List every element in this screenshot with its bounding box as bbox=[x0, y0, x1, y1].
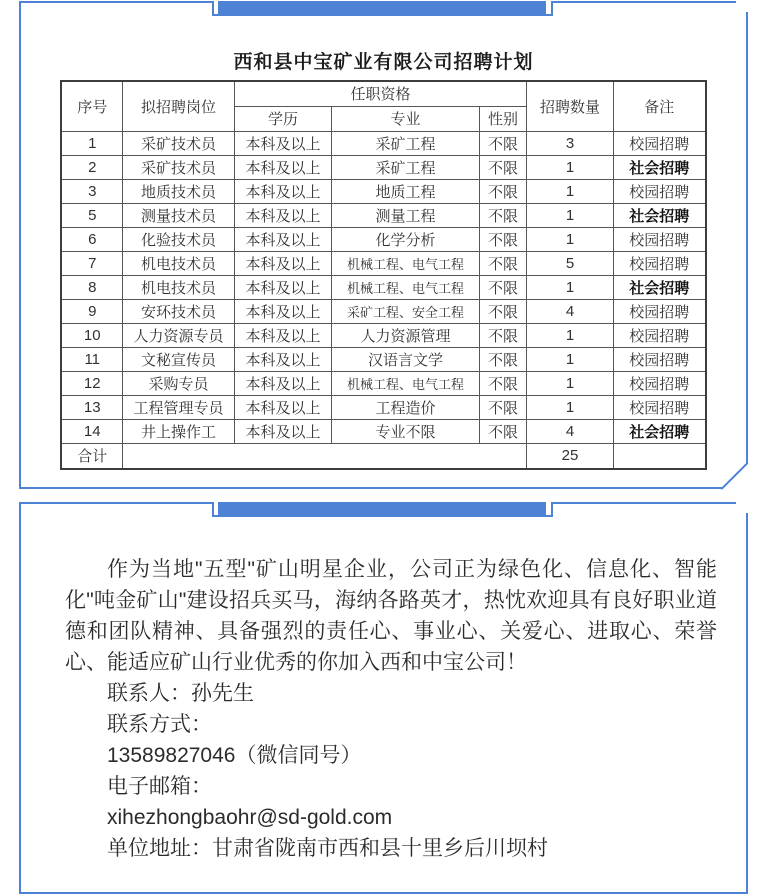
cell-no: 2 bbox=[61, 155, 122, 179]
cell-education: 本科及以上 bbox=[234, 251, 331, 275]
cell-remark: 校园招聘 bbox=[614, 227, 706, 251]
cell-count: 4 bbox=[527, 299, 614, 323]
cell-gender: 不限 bbox=[479, 323, 526, 347]
table-row bbox=[61, 347, 705, 371]
contact-line: 电子邮箱： bbox=[107, 775, 212, 798]
cell-major: 汉语言文学 bbox=[331, 347, 479, 371]
table-row bbox=[61, 299, 705, 323]
cell-count: 1 bbox=[527, 203, 614, 227]
cell-no: 13 bbox=[61, 395, 122, 419]
cell-major: 地质工程 bbox=[331, 179, 479, 203]
table-row bbox=[61, 203, 705, 227]
recruitment-plan-card bbox=[19, 1, 748, 489]
cell-remark: 校园招聘 bbox=[614, 395, 706, 419]
cell-education: 本科及以上 bbox=[234, 419, 331, 443]
cell-gender: 不限 bbox=[479, 203, 526, 227]
table-row bbox=[61, 251, 705, 275]
recruitment-table bbox=[60, 80, 706, 470]
company-pitch-card bbox=[19, 502, 748, 894]
cell-count: 5 bbox=[527, 251, 614, 275]
column-header-count: 招聘数量 bbox=[527, 81, 614, 131]
cell-post: 安环技术员 bbox=[122, 299, 234, 323]
cell-remark: 校园招聘 bbox=[614, 299, 706, 323]
cell-gender: 不限 bbox=[479, 275, 526, 299]
cell-post: 采购专员 bbox=[122, 371, 234, 395]
column-header-remark: 备注 bbox=[614, 81, 706, 131]
total-count-cell: 25 bbox=[527, 443, 614, 469]
cell-major: 机械工程、电气工程 bbox=[331, 275, 479, 299]
total-empty-span-cell bbox=[122, 443, 526, 469]
table-row bbox=[61, 131, 705, 155]
cell-count: 1 bbox=[527, 155, 614, 179]
contact-line: xihezhongbaohr@sd-gold.com bbox=[107, 806, 393, 829]
contact-line: 联系方式： bbox=[107, 713, 212, 736]
cell-post: 采矿技术员 bbox=[122, 155, 234, 179]
cell-remark: 社会招聘 bbox=[614, 155, 706, 179]
table-row bbox=[61, 179, 705, 203]
cell-no: 14 bbox=[61, 419, 122, 443]
cell-no: 12 bbox=[61, 371, 122, 395]
table-row bbox=[61, 323, 705, 347]
cell-post: 工程管理专员 bbox=[122, 395, 234, 419]
cell-remark: 社会招聘 bbox=[614, 275, 706, 299]
cell-gender: 不限 bbox=[479, 395, 526, 419]
contact-line: 单位地址：甘肃省陇南市西和县十里乡后川坝村 bbox=[107, 837, 548, 860]
cell-gender: 不限 bbox=[479, 371, 526, 395]
cell-education: 本科及以上 bbox=[234, 179, 331, 203]
cell-count: 3 bbox=[527, 131, 614, 155]
cell-post: 人力资源专员 bbox=[122, 323, 234, 347]
cell-count: 1 bbox=[527, 395, 614, 419]
cell-remark: 社会招聘 bbox=[614, 419, 706, 443]
cell-post: 化验技术员 bbox=[122, 227, 234, 251]
cell-count: 1 bbox=[527, 227, 614, 251]
column-header-qualifications: 任职资格 bbox=[234, 81, 526, 106]
cell-count: 1 bbox=[527, 179, 614, 203]
cell-no: 11 bbox=[61, 347, 122, 371]
cell-gender: 不限 bbox=[479, 155, 526, 179]
contact-block bbox=[21, 678, 746, 864]
cell-education: 本科及以上 bbox=[234, 227, 331, 251]
cell-education: 本科及以上 bbox=[234, 395, 331, 419]
column-header-education: 学历 bbox=[234, 106, 331, 131]
table-total-row bbox=[61, 443, 705, 469]
column-header-no: 序号 bbox=[61, 81, 122, 131]
top-tab-notch bbox=[212, 1, 553, 16]
cell-gender: 不限 bbox=[479, 227, 526, 251]
cell-remark: 社会招聘 bbox=[614, 203, 706, 227]
cell-post: 机电技术员 bbox=[122, 275, 234, 299]
cell-no: 7 bbox=[61, 251, 122, 275]
cell-major: 机械工程、电气工程 bbox=[331, 251, 479, 275]
cell-gender: 不限 bbox=[479, 179, 526, 203]
bottom-right-chamfer-line bbox=[721, 462, 749, 490]
total-remark-cell bbox=[614, 443, 706, 469]
total-label-cell: 合计 bbox=[61, 443, 122, 469]
cell-major: 机械工程、电气工程 bbox=[331, 371, 479, 395]
table-row bbox=[61, 227, 705, 251]
contact-line: 联系人：孙先生 bbox=[107, 682, 254, 705]
cell-major: 采矿工程、安全工程 bbox=[331, 299, 479, 323]
cell-education: 本科及以上 bbox=[234, 299, 331, 323]
cell-education: 本科及以上 bbox=[234, 347, 331, 371]
cell-remark: 校园招聘 bbox=[614, 347, 706, 371]
bottom-right-corner-patch bbox=[722, 463, 748, 489]
cell-post: 机电技术员 bbox=[122, 251, 234, 275]
table-row bbox=[61, 155, 705, 179]
cell-major: 人力资源管理 bbox=[331, 323, 479, 347]
table-body bbox=[61, 131, 705, 443]
cell-gender: 不限 bbox=[479, 251, 526, 275]
cell-education: 本科及以上 bbox=[234, 323, 331, 347]
cell-no: 1 bbox=[61, 131, 122, 155]
cell-post: 地质技术员 bbox=[122, 179, 234, 203]
cell-post: 采矿技术员 bbox=[122, 131, 234, 155]
cell-major: 采矿工程 bbox=[331, 155, 479, 179]
cell-gender: 不限 bbox=[479, 131, 526, 155]
cell-post: 文秘宣传员 bbox=[122, 347, 234, 371]
cell-remark: 校园招聘 bbox=[614, 371, 706, 395]
cell-count: 1 bbox=[527, 275, 614, 299]
cell-no: 3 bbox=[61, 179, 122, 203]
cell-count: 1 bbox=[527, 371, 614, 395]
cell-gender: 不限 bbox=[479, 299, 526, 323]
table-row bbox=[61, 395, 705, 419]
column-header-major: 专业 bbox=[331, 106, 479, 131]
cell-post: 测量技术员 bbox=[122, 203, 234, 227]
column-header-gender: 性别 bbox=[479, 106, 526, 131]
cell-no: 9 bbox=[61, 299, 122, 323]
cell-no: 6 bbox=[61, 227, 122, 251]
cell-major: 测量工程 bbox=[331, 203, 479, 227]
pitch-paragraph: 作为当地"五型"矿山明星企业，公司正为绿色化、信息化、智能化"吨金矿山"建设招兵买马，海纳各路英才，热忱欢迎具有良好职业道德和团队精神、具备强烈的责任心、事业心、关爱心、进取心、荣誉心、能适应矿山行业优秀的你加入西和中宝公司！ bbox=[65, 558, 717, 674]
table-row bbox=[61, 371, 705, 395]
cell-education: 本科及以上 bbox=[234, 275, 331, 299]
page-title: 西和县中宝矿业有限公司招聘计划 bbox=[233, 52, 534, 73]
cell-count: 1 bbox=[527, 323, 614, 347]
contact-line: 13589827046（微信同号） bbox=[107, 744, 362, 767]
table-header-row bbox=[61, 81, 705, 106]
cell-remark: 校园招聘 bbox=[614, 251, 706, 275]
column-header-post: 拟招聘岗位 bbox=[122, 81, 234, 131]
cell-remark: 校园招聘 bbox=[614, 179, 706, 203]
cell-no: 5 bbox=[61, 203, 122, 227]
cell-education: 本科及以上 bbox=[234, 203, 331, 227]
table-row bbox=[61, 419, 705, 443]
cell-education: 本科及以上 bbox=[234, 131, 331, 155]
cell-education: 本科及以上 bbox=[234, 371, 331, 395]
table-row bbox=[61, 275, 705, 299]
cell-count: 1 bbox=[527, 347, 614, 371]
cell-major: 专业不限 bbox=[331, 419, 479, 443]
cell-no: 8 bbox=[61, 275, 122, 299]
cell-education: 本科及以上 bbox=[234, 155, 331, 179]
cell-no: 10 bbox=[61, 323, 122, 347]
cell-remark: 校园招聘 bbox=[614, 131, 706, 155]
cell-major: 工程造价 bbox=[331, 395, 479, 419]
top-right-corner-gap bbox=[736, 1, 748, 12]
cell-major: 化学分析 bbox=[331, 227, 479, 251]
cell-gender: 不限 bbox=[479, 347, 526, 371]
cell-count: 4 bbox=[527, 419, 614, 443]
cell-post: 井上操作工 bbox=[122, 419, 234, 443]
cell-major: 采矿工程 bbox=[331, 131, 479, 155]
cell-gender: 不限 bbox=[479, 419, 526, 443]
tab-accent-bar bbox=[218, 1, 546, 14]
cell-remark: 校园招聘 bbox=[614, 323, 706, 347]
